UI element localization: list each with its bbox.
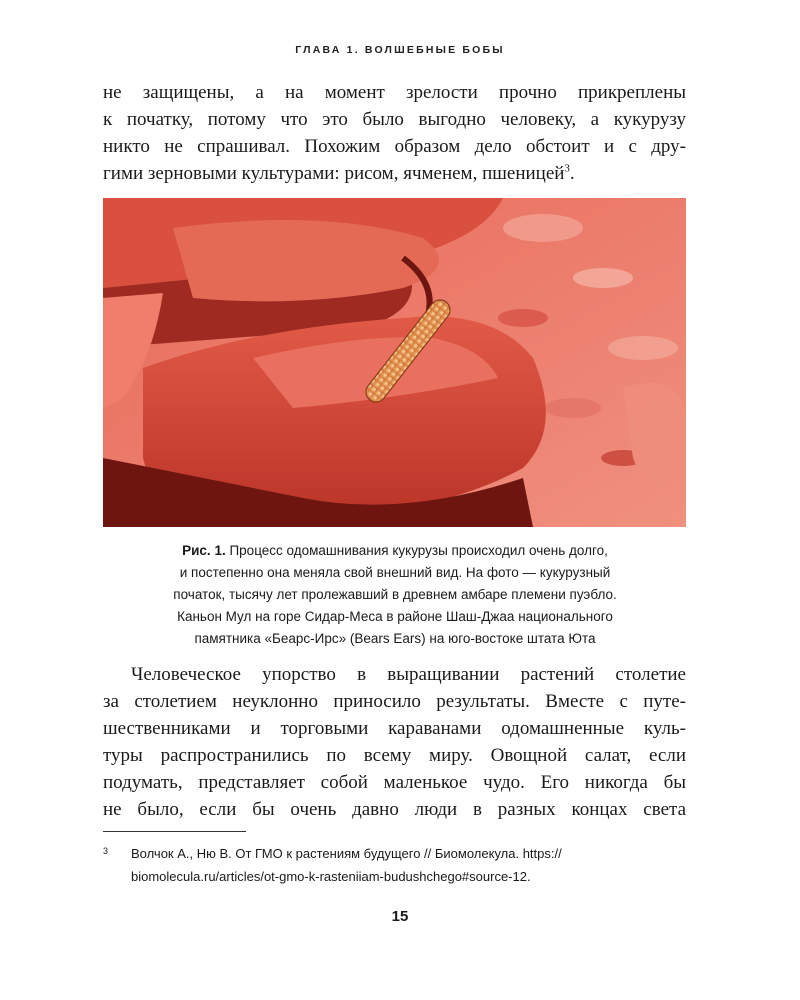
- paragraph-line-text: гими зерновыми культурами: рисом, ячменем, пшеницей: [103, 163, 565, 184]
- paragraph-line: не было, если бы очень давно люди в разных концах света: [103, 799, 686, 820]
- paragraph-line: за столетием неуклонно приносило результаты. Вместе с путе-: [103, 691, 686, 712]
- footnote-number: 3: [103, 846, 109, 856]
- paragraph-line: шественниками и торговыми караванами одомашненные куль-: [103, 718, 686, 739]
- footnote-reference[interactable]: 3: [564, 162, 570, 175]
- paragraph-line: к початку, потому что это было выгодно человеку, а кукурузу: [103, 109, 686, 130]
- running-head: ГЛАВА 1. ВОЛШЕБНЫЕ БОБЫ: [295, 44, 505, 56]
- paragraph-line: никто не спрашивал. Похожим образом дело обстоит и с дру-: [103, 136, 686, 157]
- caption-line-text: Процесс одомашнивания кукурузы происходил очень долго,: [229, 543, 608, 558]
- footnote-line[interactable]: biomolecula.ru/articles/ot-gmo-k-rasteniiam-budushchego#source-12.: [131, 869, 531, 884]
- footnote-divider: [103, 831, 246, 832]
- top-paragraph: [103, 79, 686, 187]
- page-number: 15: [391, 908, 409, 925]
- caption-line: и постепенно она меняла свой внешний вид. На фото — кукурузный: [179, 565, 611, 580]
- caption-label: Рис. 1.: [182, 543, 226, 558]
- footnote-line: Волчок А., Ню В. От ГМО к растениям будущего // Биомолекула. https://: [131, 846, 562, 861]
- paragraph-line: не защищены, а на момент зрелости прочно прикреплены: [103, 82, 686, 103]
- caption-line: памятника «Беарс-Ирс» (Bears Ears) на юго-востоке штата Юта: [194, 631, 596, 646]
- caption-line: Каньон Мул на горе Сидар-Меса в районе Шаш-Джаа национального: [177, 609, 613, 624]
- paragraph-line: подумать, представляет собой маленькое чудо. Его никогда бы: [103, 772, 686, 793]
- paragraph-line: туры распространились по всему миру. Овощной салат, если: [103, 745, 686, 766]
- body-paragraph: [103, 661, 686, 823]
- footnote: [103, 842, 686, 888]
- caption-line: початок, тысячу лет пролежавший в древнем амбаре племени пуэбло.: [173, 587, 617, 602]
- caption-line: [95, 540, 695, 562]
- figure-caption: [95, 540, 695, 650]
- corn-cob-photo: [103, 198, 686, 527]
- sentence-end: .: [569, 163, 575, 184]
- paragraph-line: Человеческое упорство в выращивании растений столетие: [131, 664, 686, 685]
- paragraph-line-last: [103, 160, 686, 187]
